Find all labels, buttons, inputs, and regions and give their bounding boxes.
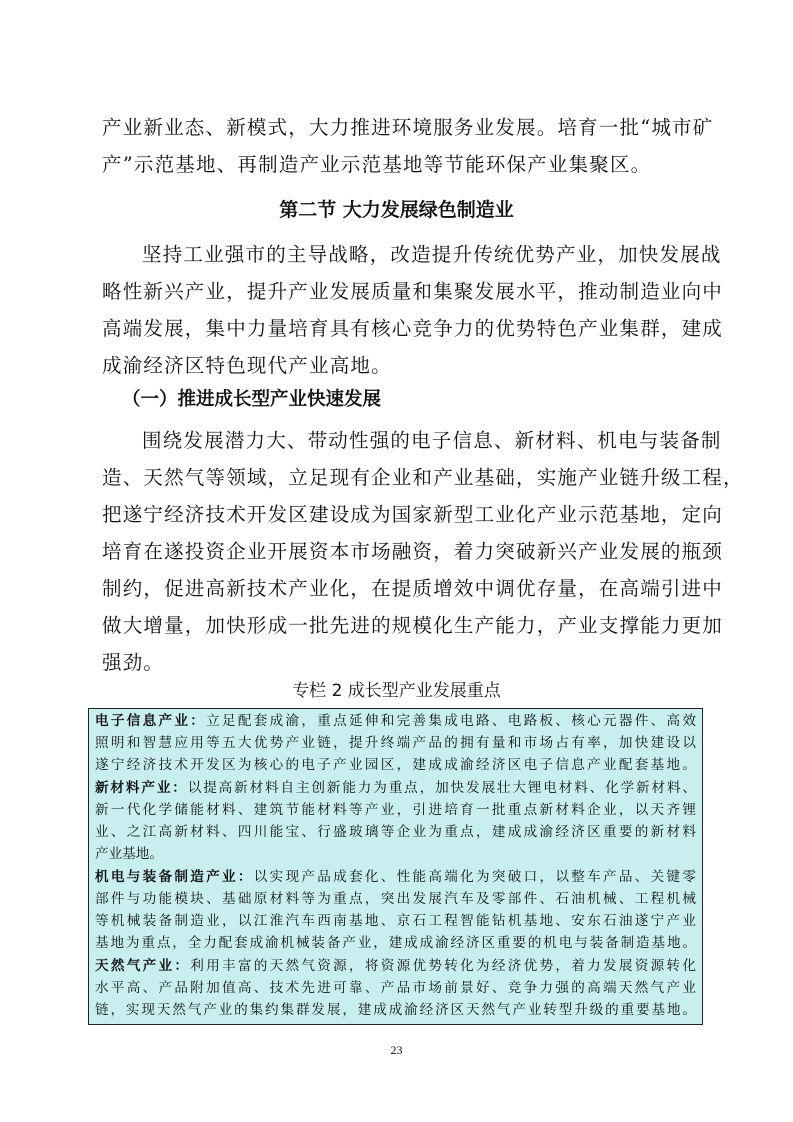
column-item-line: 等机械装备制造业，以江淮汽车西南基地、京石工程智能钻机基地、安东石油遂宁产业 — [95, 913, 696, 929]
section-para-line-1: 坚持工业强市的主导战略，改造提升传统优势产业，加快发展战 — [142, 243, 722, 266]
subsection-para-line-3: 把遂宁经济技术开发区建设成为国家新型工业化产业示范基地，定向 — [102, 503, 724, 526]
column-item-label: 天然气产业： — [95, 958, 191, 974]
column-item-line: 部件与功能模块、基础原材料等为重点，突出发展汽车及零部件、石油机械、工程机械 — [95, 891, 696, 907]
column-item-line: 照明和智慧应用等五大优势产业链，提升终端产品的拥有量和市场占有率，加快建设以 — [95, 735, 696, 751]
section-para-line-2: 略性新兴产业，提升产业发展质量和集聚发展水平，推动制造业向中 — [102, 280, 724, 303]
column-item-line: 链，实现天然气产业的集约集群发展，建成成渝经济区天然气产业转型升级的重要基地。 — [95, 1002, 696, 1018]
column-item-line: 天然气产业：利用丰富的天然气资源，将资源优势转化为经济优势，着力发展资源转化 — [95, 958, 697, 974]
column-title: 专栏 2 成长型产业发展重点 — [292, 681, 501, 701]
subsection-heading: （一）推进成长型产业快速发展 — [122, 389, 382, 410]
column-item-line: 遂宁经济技术开发区为核心的电子产业园区，建成成渝经济区电子信息产业配套基地。 — [95, 757, 696, 773]
subsection-para-line-1: 围绕发展潜力大、带动性强的电子信息、新材料、机电与装备制 — [142, 429, 722, 452]
column-item-line: 水平高、产品附加值高、技术先进可靠、产品市场前景好、竞争力强的高端天然气产业 — [95, 980, 696, 996]
column-item-line: 电子信息产业：立足配套成渝，重点延伸和完善集成电路、电路板、核心元器件、高效 — [95, 713, 697, 729]
subsection-para-line-7: 强劲。 — [102, 651, 165, 674]
column-item-label: 电子信息产业： — [95, 713, 207, 729]
column-box — [88, 708, 703, 1025]
subsection-para-line-2: 造、天然气等领域，立足现有企业和产业基础，实施产业链升级工程， — [102, 466, 744, 489]
section-para-line-3: 高端发展，集中力量培育具有核心竞争力的优势特色产业集群，建成 — [102, 317, 724, 340]
intro-line-1: 产业新业态、新模式，大力推进环境服务业发展。培育一批“城市矿 — [102, 116, 714, 139]
subsection-para-line-5: 制约，促进高新技术产业化，在提质增效中调优存量，在高端引进中 — [102, 577, 724, 600]
subsection-para-line-4: 培育在遂投资企业开展资本市场融资，着力突破新兴产业发展的瓶颈 — [102, 540, 724, 563]
column-item-line: 新材料产业：以提高新材料自主创新能力为重点，加快发展壮大锂电材料、化学新材料、 — [95, 780, 696, 796]
intro-line-2: 产”示范基地、再制造产业示范基地等节能环保产业集聚区。 — [102, 153, 652, 176]
page-number: 23 — [390, 1043, 403, 1057]
subsection-para-line-6: 做大增量，加快形成一批先进的规模化生产能力，产业支撑能力更加 — [102, 614, 724, 637]
column-item-label: 机电与装备制造产业： — [95, 869, 254, 885]
section-heading: 第二节 大力发展绿色制造业 — [279, 199, 514, 221]
column-item-label: 新材料产业： — [95, 780, 188, 796]
column-item-line: 新一代化学储能材料、建筑节能材料等产业，引进培育一批重点新材料企业，以天齐锂 — [95, 802, 696, 818]
column-item-line: 业、之江高新材料、四川能宝、行盛玻璃等企业为重点，建成成渝经济区重要的新材料 — [95, 824, 696, 840]
column-item-line: 机电与装备制造产业：以实现产品成套化、性能高端化为突破口，以整车产品、关键零 — [95, 869, 697, 885]
column-item-line: 基地为重点，全力配套成渝机械装备产业，建成成渝经济区重要的机电与装备制造基地。 — [95, 935, 696, 951]
section-para-line-4: 成渝经济区特色现代产业高地。 — [102, 354, 392, 377]
column-item-line: 产业基地。 — [95, 846, 163, 862]
